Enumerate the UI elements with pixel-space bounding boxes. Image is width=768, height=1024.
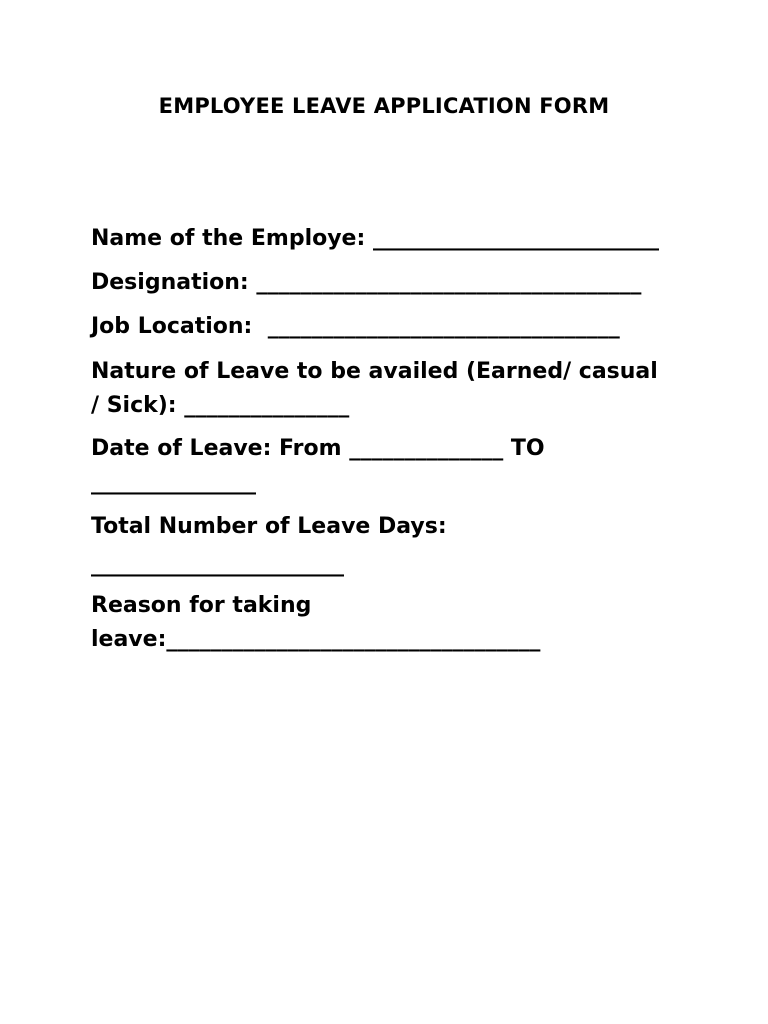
reason-field (91, 589, 691, 623)
job-location-label: Job Location: (91, 314, 268, 339)
reason-field-line2 (91, 623, 691, 657)
nature-of-leave-label-line2: / Sick): (91, 393, 185, 418)
designation-label: Designation: (91, 270, 257, 295)
employee-name-field (91, 222, 691, 256)
designation-blank[interactable]: ___________________________________ (256, 270, 642, 295)
date-to-blank[interactable]: _______________ (91, 470, 256, 495)
nature-of-leave-blank[interactable]: _______________ (184, 393, 350, 418)
reason-label-line2: leave: (91, 627, 167, 652)
nature-of-leave-field-line2 (91, 389, 691, 423)
employee-name-blank[interactable]: __________________________ (372, 226, 659, 251)
nature-of-leave-label-line1: Nature of Leave to be availed (Earned/ casual (91, 359, 658, 384)
date-of-leave-label: Date of Leave: From (91, 436, 350, 461)
date-of-leave-field (91, 432, 691, 466)
total-leave-days-label: Total Number of Leave Days: (91, 514, 447, 539)
date-to-label: TO (503, 436, 545, 461)
date-from-blank[interactable]: ______________ (349, 436, 504, 461)
total-leave-days-blank[interactable]: _______________________ (91, 552, 344, 577)
designation-field (91, 266, 691, 300)
job-location-field (91, 310, 691, 344)
reason-label-line1: Reason for taking (91, 593, 312, 618)
date-of-leave-field-line2 (91, 466, 691, 500)
nature-of-leave-field (91, 355, 691, 389)
job-location-blank[interactable]: ________________________________ (267, 314, 620, 339)
total-leave-days-field-line2 (91, 548, 691, 582)
reason-blank[interactable]: __________________________________ (166, 627, 541, 652)
total-leave-days-field (91, 510, 691, 544)
form-title: EMPLOYEE LEAVE APPLICATION FORM (158, 94, 610, 118)
employee-name-label: Name of the Employe: (91, 226, 373, 251)
